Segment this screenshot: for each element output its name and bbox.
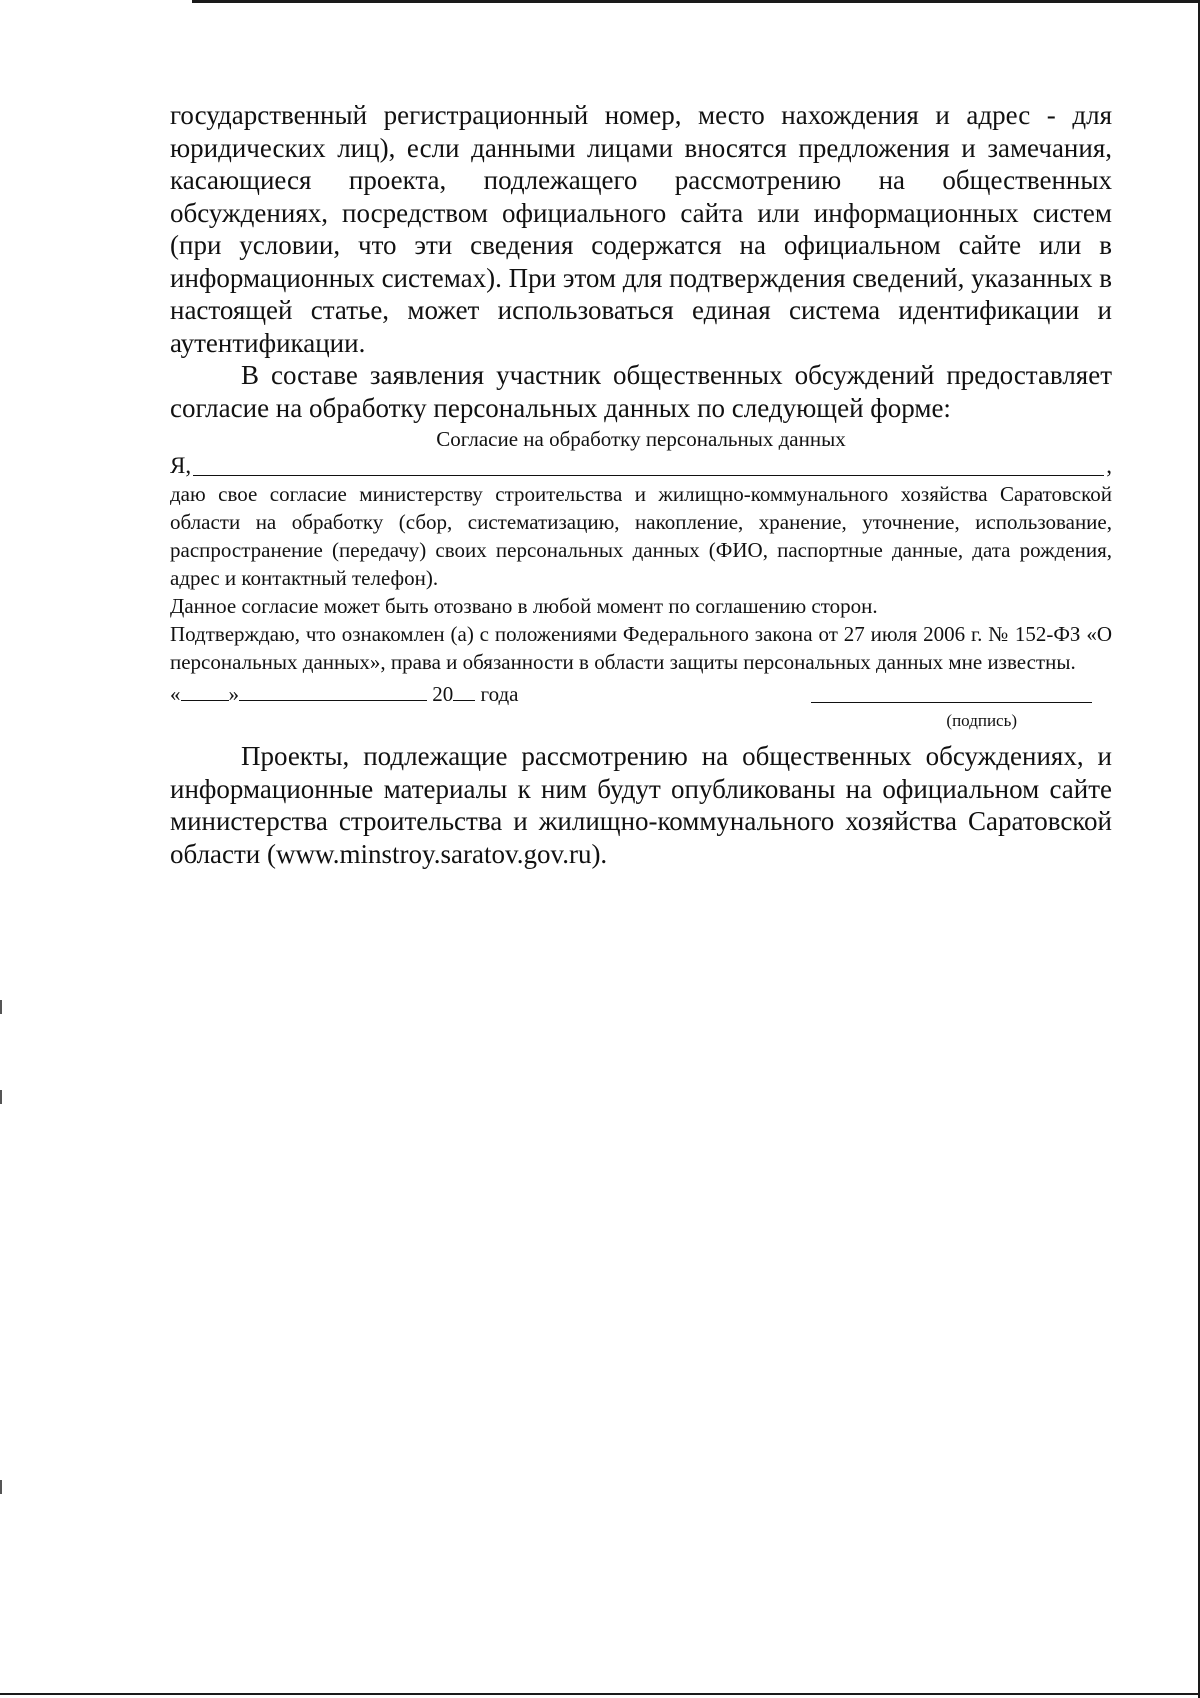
year-blank-field[interactable] (453, 682, 475, 701)
signature-label: (подпись) (946, 711, 1017, 730)
paragraph-continuation: государственный регистрационный номер, место нахождения и адрес - для юридических лиц), если данными лицами вносятся предложения и замечания, касающиеся проекта, подлежащего рассмотрению на общественных обсуждениях, посредством официального сайта или информационных систем (при условии, что эти сведения содержатся на официальном сайте или в информационных системах). При этом для подтверждения сведений, указанных в настоящей статье, может использоваться единая система идентификации и аутентификации. (170, 100, 1112, 358)
consent-text: даю свое согласие министерству строительства и жилищно-коммунального хозяйства Саратовской области на обработку (сбор, систематизацию, накопление, хранение, уточнение, использование, распространение (передачу) своих персональных данных (ФИО, паспортные данные, дата рождения, адрес и контактный телефон). (170, 482, 1112, 590)
scan-margin-mark (0, 1480, 2, 1494)
consent-confirmation-text: Подтверждаю, что ознакомлен (а) с положениями Федерального закона от 27 июля 2006 г. № 152-ФЗ «О персональных данных», права и обязанности в области защиты персональных данных мне известны. (170, 622, 1112, 674)
scan-margin-mark (0, 1090, 2, 1104)
name-line-comma: , (1106, 453, 1112, 478)
year-suffix: года (480, 682, 519, 706)
date-open-quote: « (170, 682, 181, 706)
day-blank-field[interactable] (181, 682, 229, 701)
paragraph-publication-info: Проекты, подлежащие рассмотрению на общественных обсуждениях, и информационные материалы к ним будут опубликованы на официальном сайте министерства строительства и жилищно-коммунального хозяйства Саратовской области (www.minstroy.saratov.gov.ru). (170, 741, 1112, 869)
paragraph-consent-intro: В составе заявления участник общественных обсуждений предоставляет согласие на обработку персональных данных по следующей форме: (170, 360, 1112, 423)
page-top-border (192, 0, 1200, 3)
year-prefix: 20 (432, 682, 454, 706)
page-bottom-border (0, 1693, 1200, 1695)
document-body (170, 99, 1112, 870)
consent-name-line (170, 452, 1112, 480)
name-blank-field[interactable] (193, 455, 1104, 476)
consent-revocation-text: Данное согласие может быть отозвано в любой момент по соглашению сторон. (170, 594, 878, 618)
date-signature-row (170, 680, 1112, 710)
signature-blank-field[interactable] (811, 680, 1092, 703)
consent-form-title: Согласие на обработку персональных данных (436, 427, 846, 451)
name-line-label: Я, (170, 453, 192, 478)
date-close-quote: » (228, 682, 239, 706)
month-blank-field[interactable] (239, 682, 427, 701)
scan-margin-mark (0, 1000, 2, 1014)
